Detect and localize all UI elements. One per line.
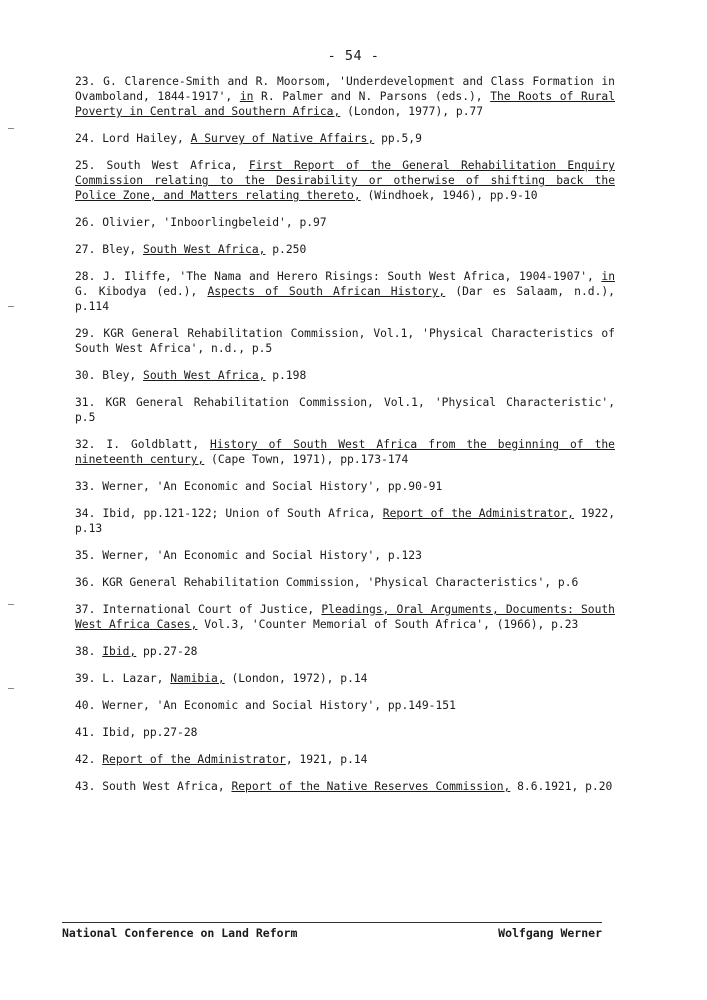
- endnote-item: [75, 395, 615, 425]
- endnote-item: [75, 698, 615, 713]
- endnote-text: (London, 1977), p.77: [340, 105, 484, 118]
- endnote-text: 43. South West Africa,: [75, 780, 232, 793]
- endnote-text: 1922, p.13: [75, 507, 616, 535]
- endnote-text: (London, 1972), p.14: [224, 672, 368, 685]
- endnote-title: Pleadings, Oral Arguments, Documents: South West Africa Cases,: [75, 603, 615, 631]
- endnote-item: [75, 506, 615, 536]
- margin-mark: [8, 128, 14, 130]
- endnote-text: 30. Bley,: [75, 369, 144, 382]
- endnote-text: 38.: [75, 645, 103, 658]
- endnote-text: R. Palmer and N. Parsons (eds.),: [253, 90, 491, 103]
- margin-mark: [8, 604, 14, 606]
- endnote-item: [75, 74, 615, 119]
- endnote-text: 35. Werner, 'An Economic and Social History', p.123: [75, 549, 422, 562]
- margin-mark: [8, 306, 14, 308]
- endnote-text: , 1921, p.14: [285, 753, 368, 766]
- footer-conference-title: National Conference on Land Reform: [62, 926, 298, 940]
- endnote-text: G. Kibodya (ed.),: [75, 285, 208, 298]
- endnote-text: 42.: [75, 753, 103, 766]
- endnote-item: [75, 131, 615, 146]
- endnote-title: in: [239, 90, 254, 103]
- endnote-item: [75, 368, 615, 383]
- endnote-title: Report of the Administrator: [102, 753, 286, 766]
- endnote-title: A Survey of Native Affairs,: [190, 132, 375, 145]
- endnote-text: 27. Bley,: [75, 243, 144, 256]
- endnote-title: in: [601, 270, 615, 283]
- endnote-text: 37. International Court of Justice,: [75, 603, 322, 616]
- endnote-item: [75, 242, 615, 257]
- endnote-item: [75, 158, 615, 203]
- endnote-item: [75, 644, 615, 659]
- endnote-text: 40. Werner, 'An Economic and Social History', pp.149-151: [75, 699, 456, 712]
- page-number: - 54 -: [327, 48, 380, 64]
- endnote-item: [75, 548, 615, 563]
- endnote-text: (Cape Town, 1971), pp.173-174: [204, 453, 409, 466]
- endnote-text: pp.27-28: [136, 645, 198, 658]
- endnote-text: 41. Ibid, pp.27-28: [75, 726, 198, 739]
- endnote-title: History of South West Africa from the beginning of the nineteenth century,: [75, 438, 615, 466]
- endnote-item: [75, 725, 615, 740]
- endnote-title: Report of the Native Reserves Commission,: [231, 780, 511, 793]
- endnote-text: Vol.3, 'Counter Memorial of South Africa', (1966), p.23: [197, 618, 579, 631]
- endnote-text: 24. Lord Hailey,: [75, 132, 191, 145]
- margin-mark: [8, 688, 14, 690]
- endnote-item: [75, 779, 615, 794]
- endnote-item: [75, 479, 615, 494]
- endnote-item: [75, 602, 615, 632]
- endnote-text: (Windhoek, 1946), pp.9-10: [360, 189, 538, 202]
- endnote-text: 39. L. Lazar,: [75, 672, 171, 685]
- footer-author: Wolfgang Werner: [498, 926, 602, 940]
- endnote-title: Ibid,: [102, 645, 137, 658]
- endnote-title: Aspects of South African History,: [207, 285, 446, 298]
- endnote-item: [75, 437, 615, 467]
- endnote-text: 31. KGR General Rehabilitation Commission, Vol.1, 'Physical Characteristic', p.5: [75, 396, 615, 424]
- endnote-item: [75, 671, 615, 686]
- endnote-text: 33. Werner, 'An Economic and Social History', pp.90-91: [75, 480, 443, 493]
- endnote-item: [75, 326, 615, 356]
- endnote-title: First Report of the General Rehabilitation Enquiry Commission relating to the Desirability or otherwise of shifting back the Police Zone, and Matters relating thereto,: [75, 159, 615, 202]
- endnote-text: 32. I. Goldblatt,: [75, 438, 210, 451]
- endnote-title: South West Africa,: [143, 243, 266, 256]
- endnote-text: p.250: [265, 243, 307, 256]
- endnote-item: [75, 215, 615, 230]
- endnote-text: p.198: [265, 369, 307, 382]
- endnote-title: South West Africa,: [143, 369, 266, 382]
- endnote-text: (Dar es Salaam, n.d.), p.114: [75, 285, 615, 313]
- endnote-title: The Roots of Rural Poverty in Central and Southern Africa,: [75, 90, 615, 118]
- endnote-text: 25. South West Africa,: [75, 159, 249, 172]
- endnote-text: 26. Olivier, 'Inboorlingbeleid', p.97: [75, 216, 327, 229]
- endnote-item: [75, 575, 615, 590]
- endnote-text: 29. KGR General Rehabilitation Commission, Vol.1, 'Physical Characteristics of South West Africa', n.d., p.5: [75, 327, 615, 355]
- endnote-item: [75, 269, 615, 314]
- endnote-text: pp.5,9: [374, 132, 422, 145]
- endnote-text: 34. Ibid, pp.121-122; Union of South Africa,: [75, 507, 383, 520]
- endnote-title: Namibia,: [170, 672, 225, 685]
- endnote-title: Report of the Administrator,: [382, 507, 574, 520]
- endnotes-list: [75, 74, 615, 806]
- endnote-text: 23. G. Clarence-Smith and R. Moorsom, 'Underdevelopment and Class Formation in Ovamboland, 1844-1917',: [75, 75, 615, 103]
- endnote-text: 8.6.1921, p.20: [510, 780, 613, 793]
- endnote-text: 36. KGR General Rehabilitation Commission, 'Physical Characteristics', p.6: [75, 576, 579, 589]
- endnote-text: 28. J. Iliffe, 'The Nama and Herero Risings: South West Africa, 1904-1907',: [75, 270, 602, 283]
- footer-divider: [62, 922, 602, 923]
- endnote-item: [75, 752, 615, 767]
